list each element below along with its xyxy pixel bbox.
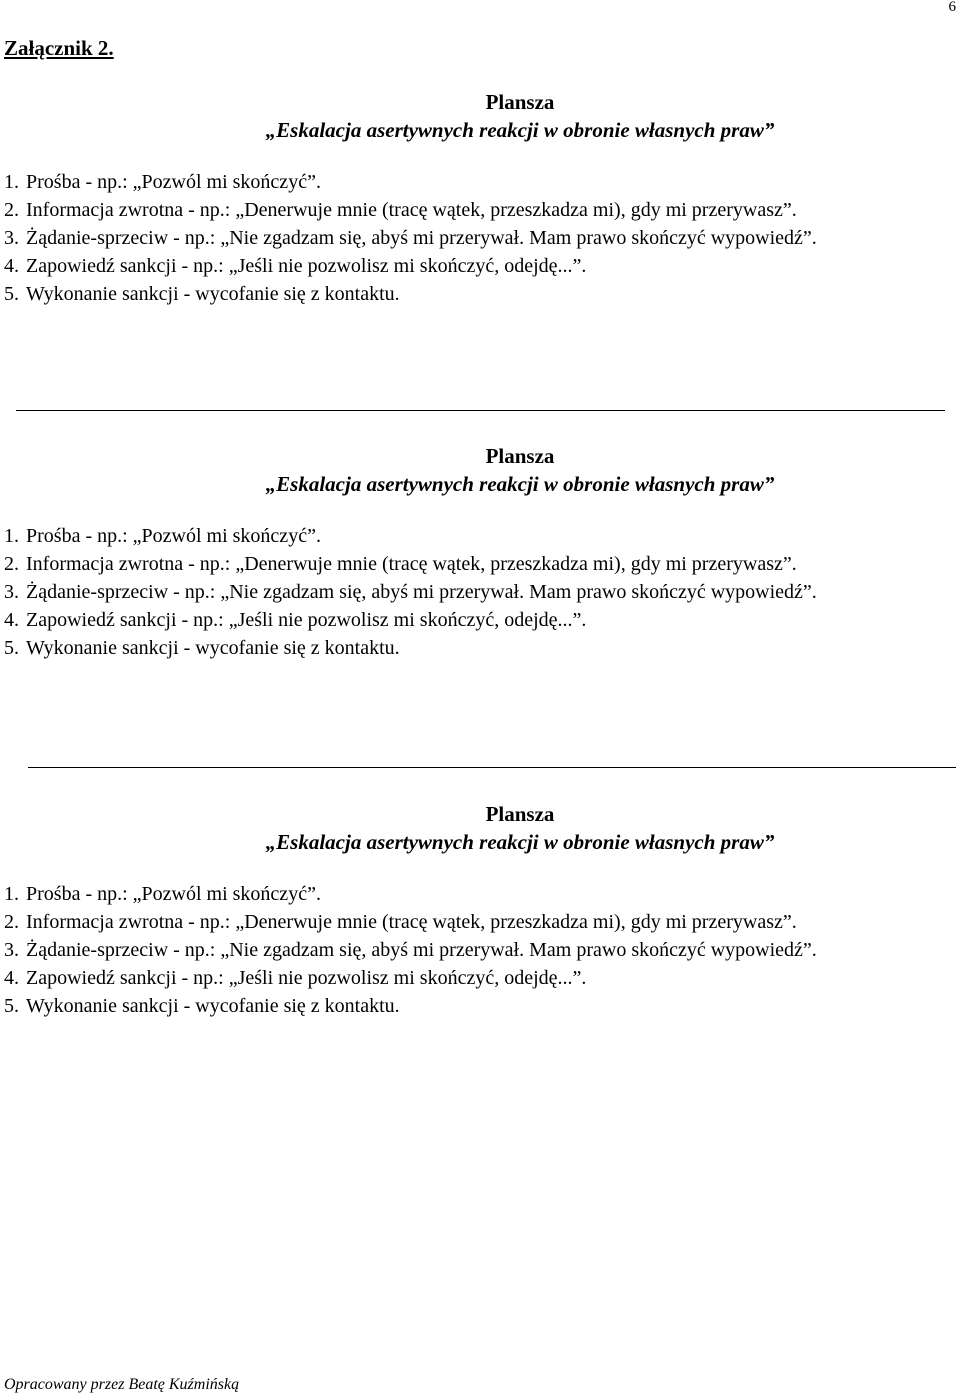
- item-text: Żądanie-sprzeciw - np.: „Nie zgadzam się, abyś mi przerywał. Mam prawo skończyć wypowiedź”.: [26, 581, 817, 603]
- author-footer: Opracowany przez Beatę Kuźmińską: [4, 1376, 240, 1393]
- list-item: [4, 578, 866, 606]
- list-item: [4, 224, 866, 252]
- attachment-title: Załącznik 2.: [4, 36, 114, 60]
- list-item: [4, 880, 866, 908]
- item-text: Żądanie-sprzeciw - np.: „Nie zgadzam się, abyś mi przerywał. Mam prawo skończyć wypowiedź”.: [26, 227, 817, 249]
- list-item: [4, 550, 866, 578]
- item-number: 2.: [4, 911, 19, 933]
- item-number: 3.: [4, 227, 19, 249]
- item-text: Wykonanie sankcji - wycofanie się z kontaktu.: [26, 637, 400, 659]
- plansza-subtitle: „Eskalacja asertywnych reakcji w obronie własnych praw”: [265, 472, 775, 496]
- item-number: 5.: [4, 995, 19, 1017]
- item-number: 4.: [4, 609, 19, 631]
- plansza-title: Plansza: [485, 90, 555, 114]
- list-item: [4, 280, 866, 308]
- list-item: [4, 522, 866, 550]
- plansza-1: [0, 88, 960, 308]
- item-text: Zapowiedź sankcji - np.: „Jeśli nie pozwolisz mi skończyć, odejdę...”.: [26, 609, 587, 631]
- escalation-list: [0, 168, 960, 308]
- escalation-list: [0, 880, 960, 1020]
- list-item: [4, 196, 866, 224]
- list-item: [4, 634, 866, 662]
- item-text: Prośba - np.: „Pozwól mi skończyć”.: [26, 525, 321, 547]
- plansza-3: [0, 800, 960, 1020]
- item-text: Prośba - np.: „Pozwól mi skończyć”.: [26, 883, 321, 905]
- item-text: Informacja zwrotna - np.: „Denerwuje mnie (tracę wątek, przeszkadza mi), gdy mi przerywasz”.: [26, 199, 797, 221]
- list-item: [4, 606, 866, 634]
- item-text: Prośba - np.: „Pozwól mi skończyć”.: [26, 171, 321, 193]
- plansza-2: [0, 442, 960, 662]
- item-number: 1.: [4, 883, 19, 905]
- item-text: Wykonanie sankcji - wycofanie się z kontaktu.: [26, 995, 400, 1017]
- item-text: Zapowiedź sankcji - np.: „Jeśli nie pozwolisz mi skończyć, odejdę...”.: [26, 967, 587, 989]
- list-item: [4, 168, 866, 196]
- item-number: 4.: [4, 967, 19, 989]
- item-number: 3.: [4, 939, 19, 961]
- list-item: [4, 964, 866, 992]
- item-number: 2.: [4, 553, 19, 575]
- plansza-title: Plansza: [485, 444, 555, 468]
- item-number: 3.: [4, 581, 19, 603]
- item-text: Informacja zwrotna - np.: „Denerwuje mnie (tracę wątek, przeszkadza mi), gdy mi przerywasz”.: [26, 911, 797, 933]
- item-text: Żądanie-sprzeciw - np.: „Nie zgadzam się, abyś mi przerywał. Mam prawo skończyć wypowiedź”.: [26, 939, 817, 961]
- item-number: 5.: [4, 637, 19, 659]
- item-number: 5.: [4, 283, 19, 305]
- list-item: [4, 908, 866, 936]
- plansza-subtitle: „Eskalacja asertywnych reakcji w obronie własnych praw”: [265, 830, 775, 854]
- list-item: [4, 252, 866, 280]
- item-number: 1.: [4, 525, 19, 547]
- escalation-list: [0, 522, 960, 662]
- item-number: 4.: [4, 255, 19, 277]
- plansza-subtitle: „Eskalacja asertywnych reakcji w obronie własnych praw”: [265, 118, 775, 142]
- plansza-title: Plansza: [485, 802, 555, 826]
- list-item: [4, 936, 866, 964]
- item-number: 1.: [4, 171, 19, 193]
- page-number: 6: [948, 0, 956, 15]
- cut-line-divider: [28, 767, 956, 768]
- item-text: Zapowiedź sankcji - np.: „Jeśli nie pozwolisz mi skończyć, odejdę...”.: [26, 255, 587, 277]
- list-item: [4, 992, 866, 1020]
- item-text: Informacja zwrotna - np.: „Denerwuje mnie (tracę wątek, przeszkadza mi), gdy mi przerywasz”.: [26, 553, 797, 575]
- item-number: 2.: [4, 199, 19, 221]
- cut-line-divider: [16, 410, 945, 411]
- item-text: Wykonanie sankcji - wycofanie się z kontaktu.: [26, 283, 400, 305]
